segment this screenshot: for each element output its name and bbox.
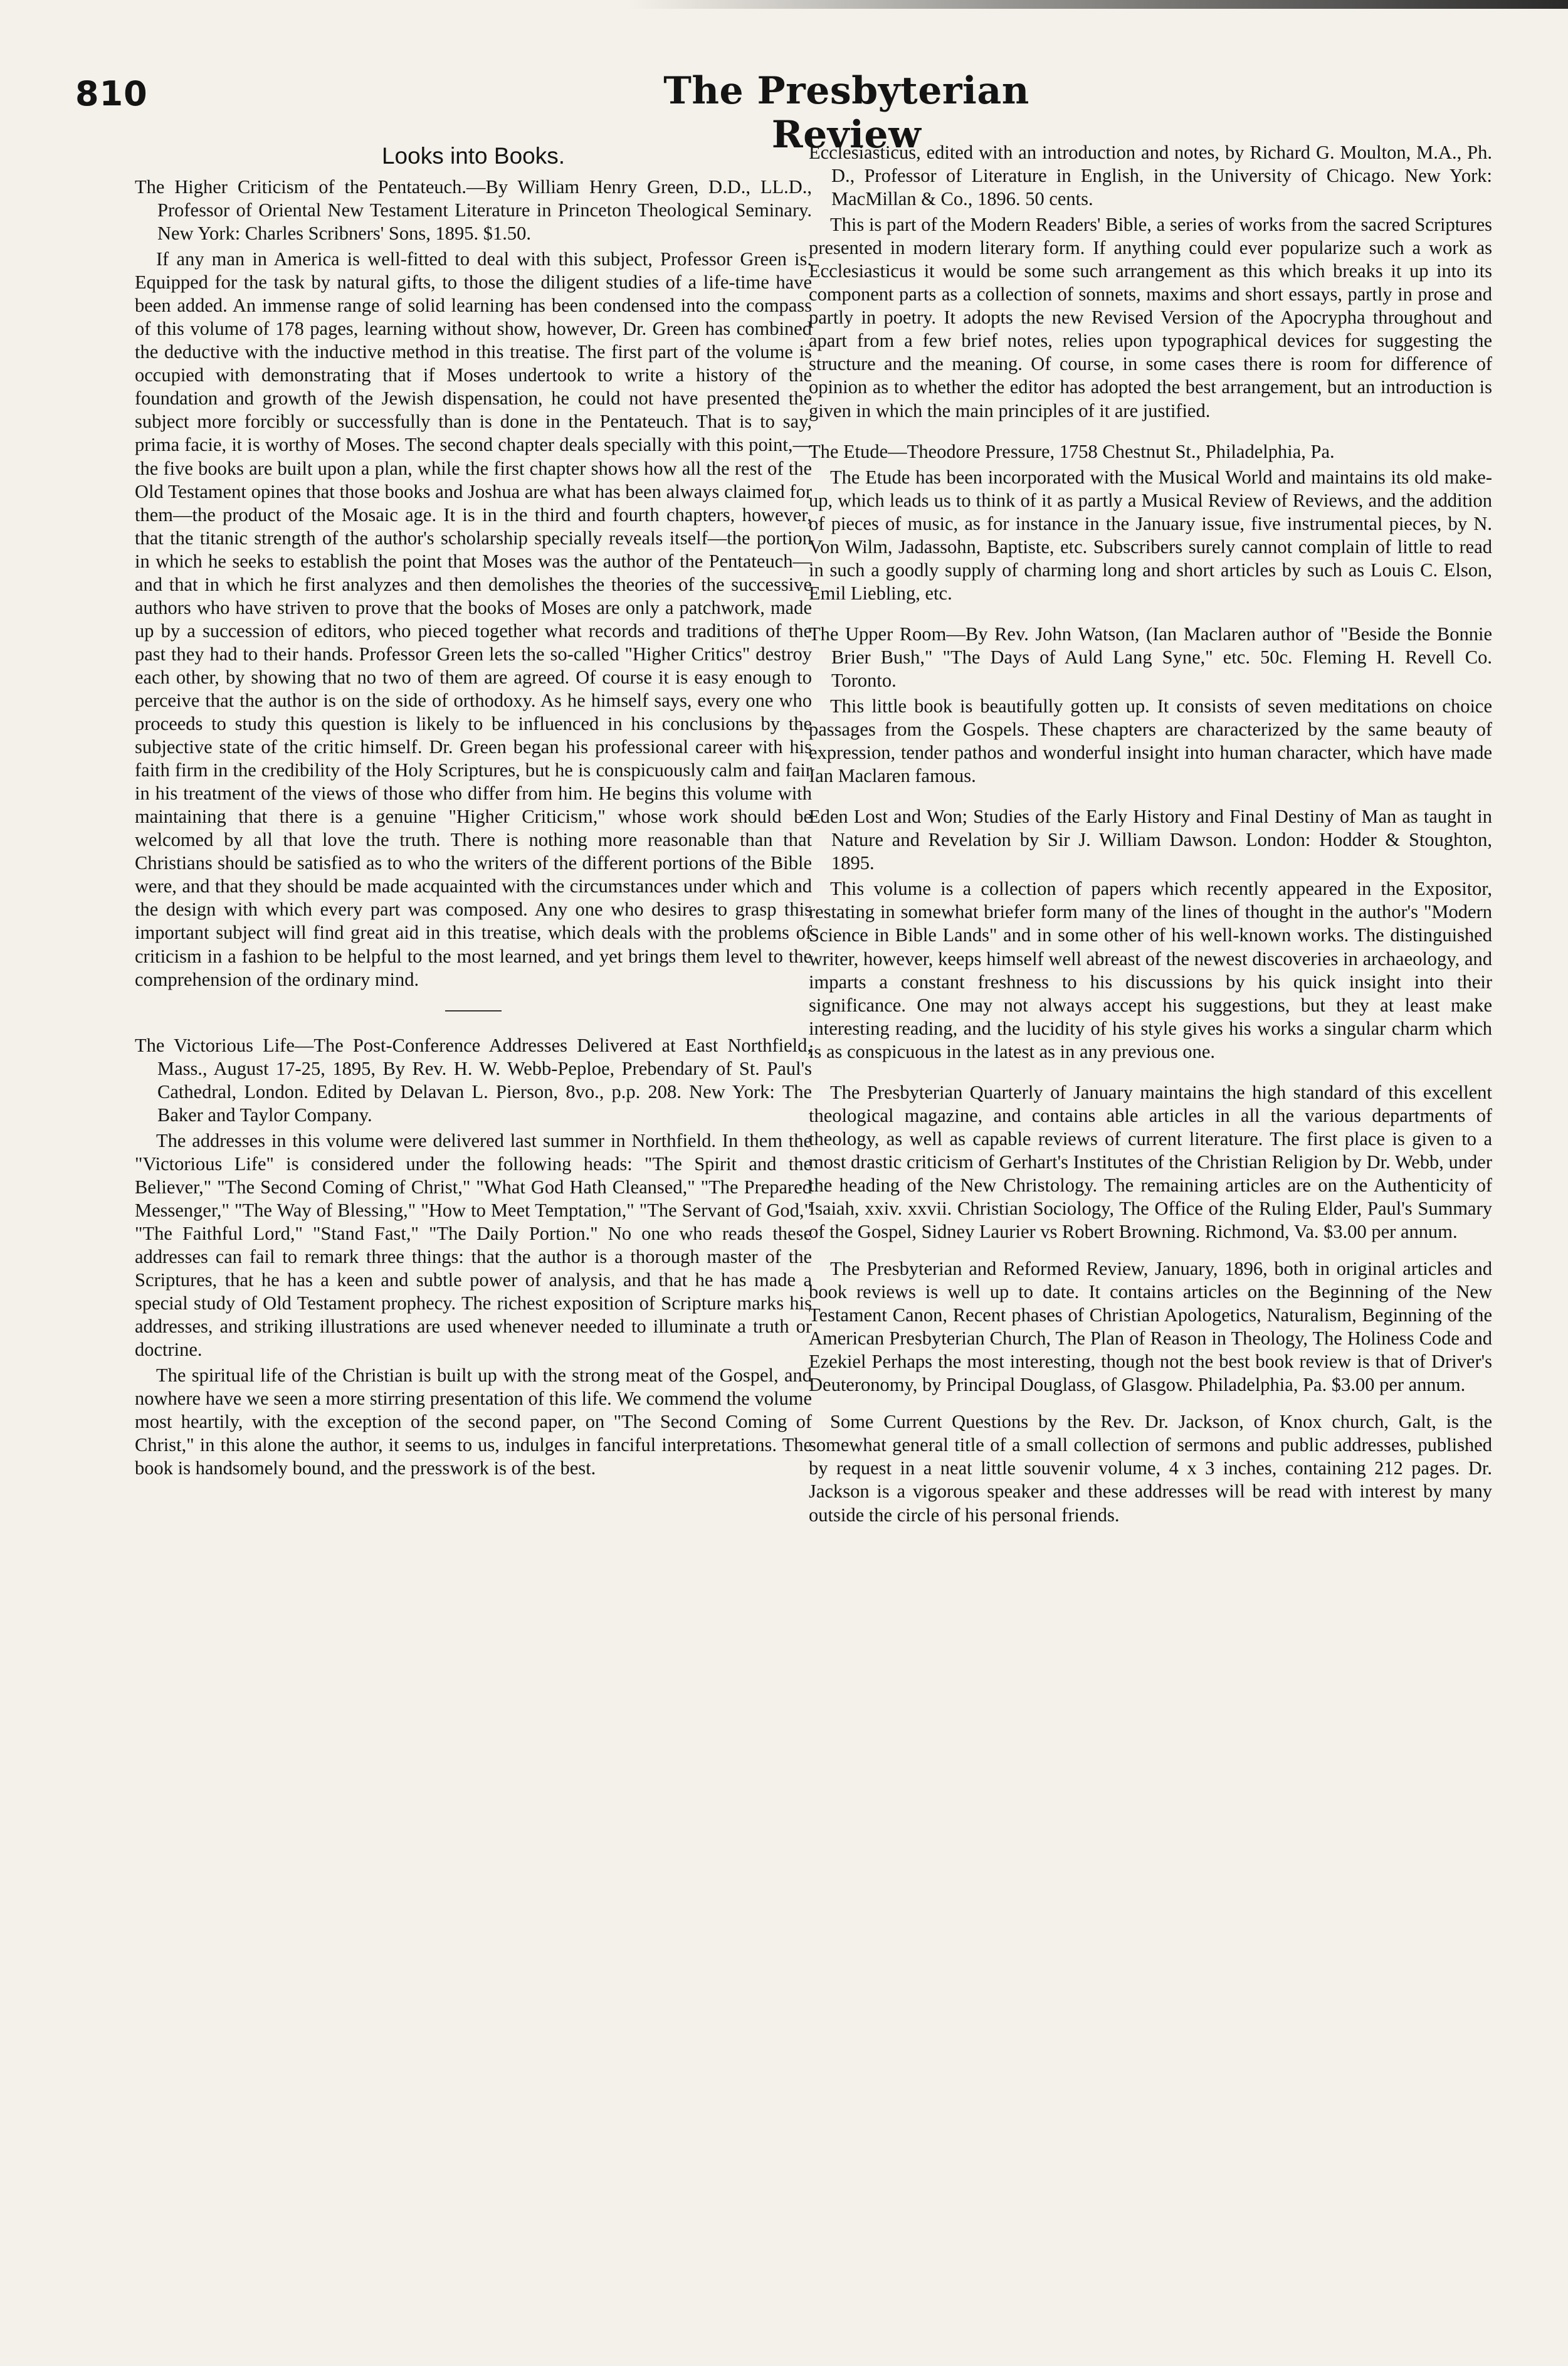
- review-entry-ecclesiasticus: [809, 141, 1492, 423]
- review-entry-eden-lost: [809, 805, 1492, 1064]
- scan-edge-shadow: [627, 0, 1568, 9]
- entry-heading: The Victorious Life—The Post-Conference Addresses Delivered at East Northfield, Mass., August 17-25, 1895, By Rev. H. W. Webb-Peploe, Prebendary of St. Paul's Cathedral, London. Edited by Delavan L. Pierson, 8vo., p.p. 208. New York: The Baker and Taylor Company.: [135, 1034, 812, 1126]
- entry-paragraph: This little book is beautifully gotten up. It consists of seven meditations on choice passages from the Gospels. These chapters are characterized by the same beauty of expression, tender pathos and wonderful insight into human character, which have made Ian Maclaren famous.: [809, 695, 1492, 787]
- entry-heading: The Etude—Theodore Pressure, 1758 Chestnut St., Philadelphia, Pa.: [809, 440, 1335, 462]
- section-heading: Looks into Books.: [381, 143, 566, 169]
- entry-heading: The Higher Criticism of the Pentateuch.—By William Henry Green, D.D., LL.D., Professor of Oriental New Testament Literature in Princeton Theological Seminary. New York: Charles Scribners' Sons, 1895. $1.50.: [135, 176, 812, 245]
- entry-heading: The Upper Room—By Rev. John Watson, (Ian Maclaren author of "Beside the Bonnie Brier Bush," "The Days of Auld Lang Syne," etc. 50c. Fleming H. Revell Co. Toronto.: [809, 623, 1492, 691]
- entry-paragraph: The Etude has been incorporated with the Musical World and maintains its old make-up, which leads us to think of it as partly a Musical Review of Reviews, and the addition of pieces of music, as for instance in the January issue, five instrumental pieces, by N. Von Wilm, Jadassohn, Baptiste, etc. Subscribers surely cannot complain of little to read in such a goodly supply of charming long and short articles by such as Louis C. Elson, Emil Liebling, etc.: [809, 466, 1492, 604]
- entry-paragraph: Some Current Questions by the Rev. Dr. Jackson, of Knox church, Galt, is the somewhat general title of a small collection of sermons and public addresses, published by request in a neat little souvenir volume, 4 x 3 inches, containing 212 pages. Dr. Jackson is a vigorous speaker and these addresses will be read with interest by many outside the circle of his personal friends.: [809, 1411, 1492, 1526]
- entry-paragraph: The Presbyterian Quarterly of January maintains the high standard of this excellent theological magazine, and contains able articles in all the various departments of theology, as well as capable reviews of current literature. The first place is given to a most drastic criticism of Gerhart's Institutes of the Christian Religion by Dr. Webb, under the heading of the New Christology. The remaining articles are on the Authenticity of Isaiah, xxiv. xxvii. Christian Sociology, The Office of the Ruling Elder, Paul's Summary of the Gospel, Sidney Laurier vs Robert Browning. Richmond, Va. $3.00 per annum.: [809, 1081, 1492, 1243]
- review-entry-etude: [809, 440, 1492, 605]
- entry-paragraph: The spiritual life of the Christian is built up with the strong meat of the Gospel, and nowhere have we seen a more stirring presentation of this life. We commend the volume most heartily, with the exception of the second paper, on "The Second Coming of Christ," in this alone the author, it seems to us, indulges in fanciful interpretations. The book is handsomely bound, and the presswork is of the best.: [135, 1365, 812, 1479]
- left-column: [135, 129, 812, 1482]
- entry-heading: Eden Lost and Won; Studies of the Early History and Final Destiny of Man as taught in Nature and Revelation by Sir J. William Dawson. London: Hodder & Stoughton, 1895.: [809, 806, 1492, 874]
- right-column: [809, 129, 1492, 1529]
- review-entry-victorious-life: [135, 1034, 812, 1481]
- entry-paragraph: This is part of the Modern Readers' Bible, a series of works from the sacred Scriptures presented in modern literary form. If anything could ever popularize such a work as Ecclesiasticus it would be some such arrangement as this which breaks it up into its component parts as a collection of sonnets, maxims and short essays, partly in prose and partly in poetry. It adopts the new Revised Version of the Apocrypha throughout and apart from a few brief notes, relies upon typographical devices for suggesting the structure and the meaning. Of course, in some cases there is room for difference of opinion as to whether the editor has adopted the best arrangement, but an introduction is given in which the main principles of it are justified.: [809, 214, 1492, 421]
- journal-title: The Presbyterian Review: [663, 69, 1029, 157]
- page-number: 810: [75, 74, 148, 114]
- entry-paragraph: If any man in America is well-fitted to deal with this subject, Professor Green is. Equipped for the task by natural gifts, to those the diligent studies of a life-time have been added. An immense range of solid learning has been condensed into the compass of this volume of 178 pages, learning without show, however, Dr. Green has combined the deductive with the inductive method in this treatise. The first part of the volume is occupied with demonstrating that if Moses undertook to write a history of the foundation and growth of the Jewish dispensation, he could not have presented the subject more forcibly or successfully than is done in the Pentateuch. That is to say, prima facie, it is worthy of Moses. The second chapter deals specially with this point,—the five books are built upon a plan, while the first chapter shows how all the rest of the Old Testament opines that those books and Joshua are what has been always claimed for them—the product of the Mosaic age. It is in the third and fourth chapters, however, that the titanic strength of the author's scholarship specially reveals itself—the portion in which he seeks to establish the point that Moses was the author of the Pentateuch—and that in which he first analyzes and then demolishes the theories of the successive authors who have striven to prove that the books of Moses are only a patchwork, made up by a succession of editors, who pieced together what records and traditions of the past they had to their hands. Professor Green lets the so-called "Higher Critics" destroy each other, by showing that no two of them are agreed. Of course it is easy enough to perceive that the author is on the side of orthodoxy. As he himself says, every one who proceeds to study this question is likely to be influenced in his conclusions by the subjective state of the critic himself. Dr. Green began his professional career with his faith firm in the credibility of the Holy Scriptures, but he is conspicuously calm and fair in his treatment of the views of those who differ from him. He begins this volume with maintaining that there is a genuine "Higher Criticism," whose work should be welcomed by all that love the truth. There is nothing more reasonable than that Christians should be satisfied as to who the writers of the different portions of the Bible were, and that they should be made acquainted with the circumstances under which and the design with which every part was composed. Any one who desires to grasp this important subject will find great aid in this treatise, which deals with the problems of criticism in a fashion to be helpful to the most learned, and yet brings them level to the comprehension of the ordinary mind.: [135, 248, 812, 990]
- review-entry-upper-room: [809, 623, 1492, 788]
- section-divider: [445, 1010, 502, 1011]
- entry-paragraph: The Presbyterian and Reformed Review, January, 1896, both in original articles and book reviews is well up to date. It contains articles on the Beginning of the New Testament Canon, Recent phases of Christian Apologetics, Naturalism, Beginning of the American Presbyterian Church, The Plan of Reason in Theology, The Holiness Code and Ezekiel Perhaps the most interesting, though not the best book review is that of Driver's Deuteronomy, by Principal Douglass, of Glasgow. Philadelphia, Pa. $3.00 per annum.: [809, 1258, 1492, 1396]
- review-entry-periodicals: [809, 1081, 1492, 1527]
- entry-paragraph: The addresses in this volume were delivered last summer in Northfield. In them the "Victorious Life" is considered under the following heads: "The Spirit and the Believer," "The Second Coming of Christ," "What God Hath Cleansed," "The Prepared Messenger," "The Way of Blessing," "How to Meet Temptation," "The Servant of God," "The Faithful Lord," "Stand Fast," "The Daily Portion." No one who reads these addresses can fail to remark three things: that the author is a thorough master of the Scriptures, that he has a keen and subtle power of analysis, and that he has made a special study of Old Testament prophecy. The richest exposition of Scripture marks his addresses, and striking illustrations are used whenever needed to illuminate a truth or doctrine.: [135, 1129, 812, 1361]
- entry-paragraph: This volume is a collection of papers which recently appeared in the Expositor, restating in somewhat briefer form many of the lines of thought in the author's "Modern Science in Bible Lands" and in some other of his well-known works. The distinguished writer, however, keeps himself well abreast of the newest discoveries in archaeology, and imparts a constant freshness to his discussions by his quick insight into their significance. One may not always accept his suggestions, but they at least make interesting reading, and the lucidity of his style gives his works a singular charm which is as conspicuous in the latest as in any previous one.: [809, 878, 1492, 1062]
- review-entry-higher-criticism: [135, 176, 812, 991]
- entry-heading: Ecclesiasticus, edited with an introduction and notes, by Richard G. Moulton, M.A., Ph. D., Professor of Literature in English, in the University of Chicago. New York: MacMillan & Co., 1896. 50 cents.: [809, 142, 1492, 210]
